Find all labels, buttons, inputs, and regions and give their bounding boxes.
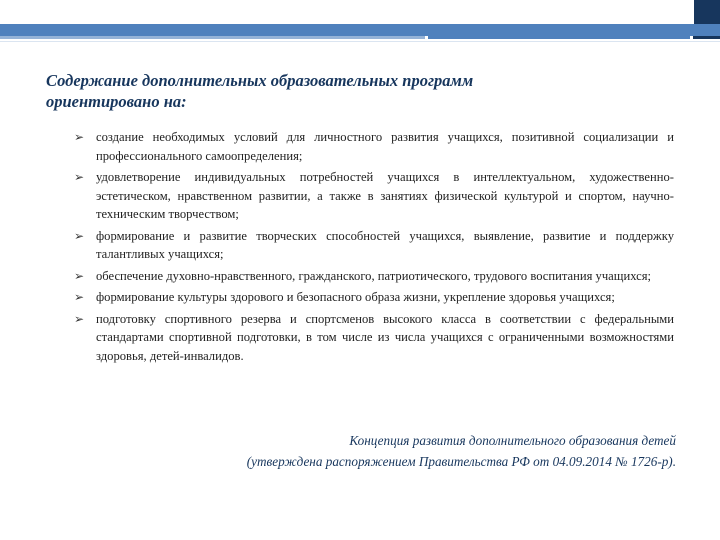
- list-item-text: создание необходимых условий для личностного развития учащихся, позитивной социализации и профессионального самоопределения;: [96, 130, 674, 163]
- list-item: [50, 288, 674, 307]
- header-band: [0, 0, 720, 48]
- arrowhead-bullet-icon: ➢: [74, 290, 85, 304]
- arrowhead-bullet-icon: ➢: [74, 228, 85, 243]
- band-corner-block: [694, 0, 720, 24]
- goals-list: [50, 128, 674, 368]
- list-item: [50, 128, 674, 165]
- band-blue-bar: [0, 24, 720, 36]
- band-top: [0, 0, 720, 24]
- slide-title-line-1: Содержание дополнительных образовательных программ: [46, 71, 474, 90]
- arrowhead-bullet-icon: ➢: [74, 311, 85, 326]
- citation: [116, 430, 676, 472]
- arrowhead-bullet-icon: ➢: [74, 268, 85, 283]
- list-item: [50, 310, 674, 366]
- band-stripe-right: [693, 36, 720, 39]
- list-item-text: формирование и развитие творческих способностей учащихся, выявление, развитие и поддержку талантливых учащихся;: [96, 228, 674, 261]
- arrowhead-bullet-icon: ➢: [74, 130, 85, 144]
- band-stripe-middle: [428, 36, 690, 39]
- list-item-text: формирование культуры здорового и безопасного образа жизни, укрепление здоровья учащихся;: [96, 290, 615, 304]
- band-stripe-left: [0, 36, 425, 39]
- slide-title-line-2: ориентировано на:: [46, 92, 187, 111]
- list-item: [50, 267, 674, 286]
- citation-line-2: (утверждена распоряжением Правительства РФ от 04.09.2014 № 1726-р).: [246, 454, 676, 469]
- list-item-text: обеспечение духовно-нравственного, гражданского, патриотического, трудового воспитания учащихся;: [96, 268, 652, 283]
- list-item: [50, 227, 674, 264]
- citation-line-1: Концепция развития дополнительного образования детей: [349, 433, 676, 448]
- band-thin-line: [0, 41, 720, 42]
- slide-title: [46, 70, 646, 112]
- list-item-text: удовлетворение индивидуальных потребностей учащихся в интеллектуальном, художественно-эстетическом, нравственном развитии, а также в занятиях физической культурой и спортом, научно-техническим творчеством;: [96, 170, 674, 221]
- list-item: [50, 168, 674, 224]
- list-item-text: подготовку спортивного резерва и спортсменов высокого класса в соответствии с федеральными стандартами спортивной подготовки, в том числе из числа учащихся с ограниченными возможностями здоровья, детей-инвалидов.: [96, 311, 674, 363]
- arrowhead-bullet-icon: ➢: [74, 170, 85, 184]
